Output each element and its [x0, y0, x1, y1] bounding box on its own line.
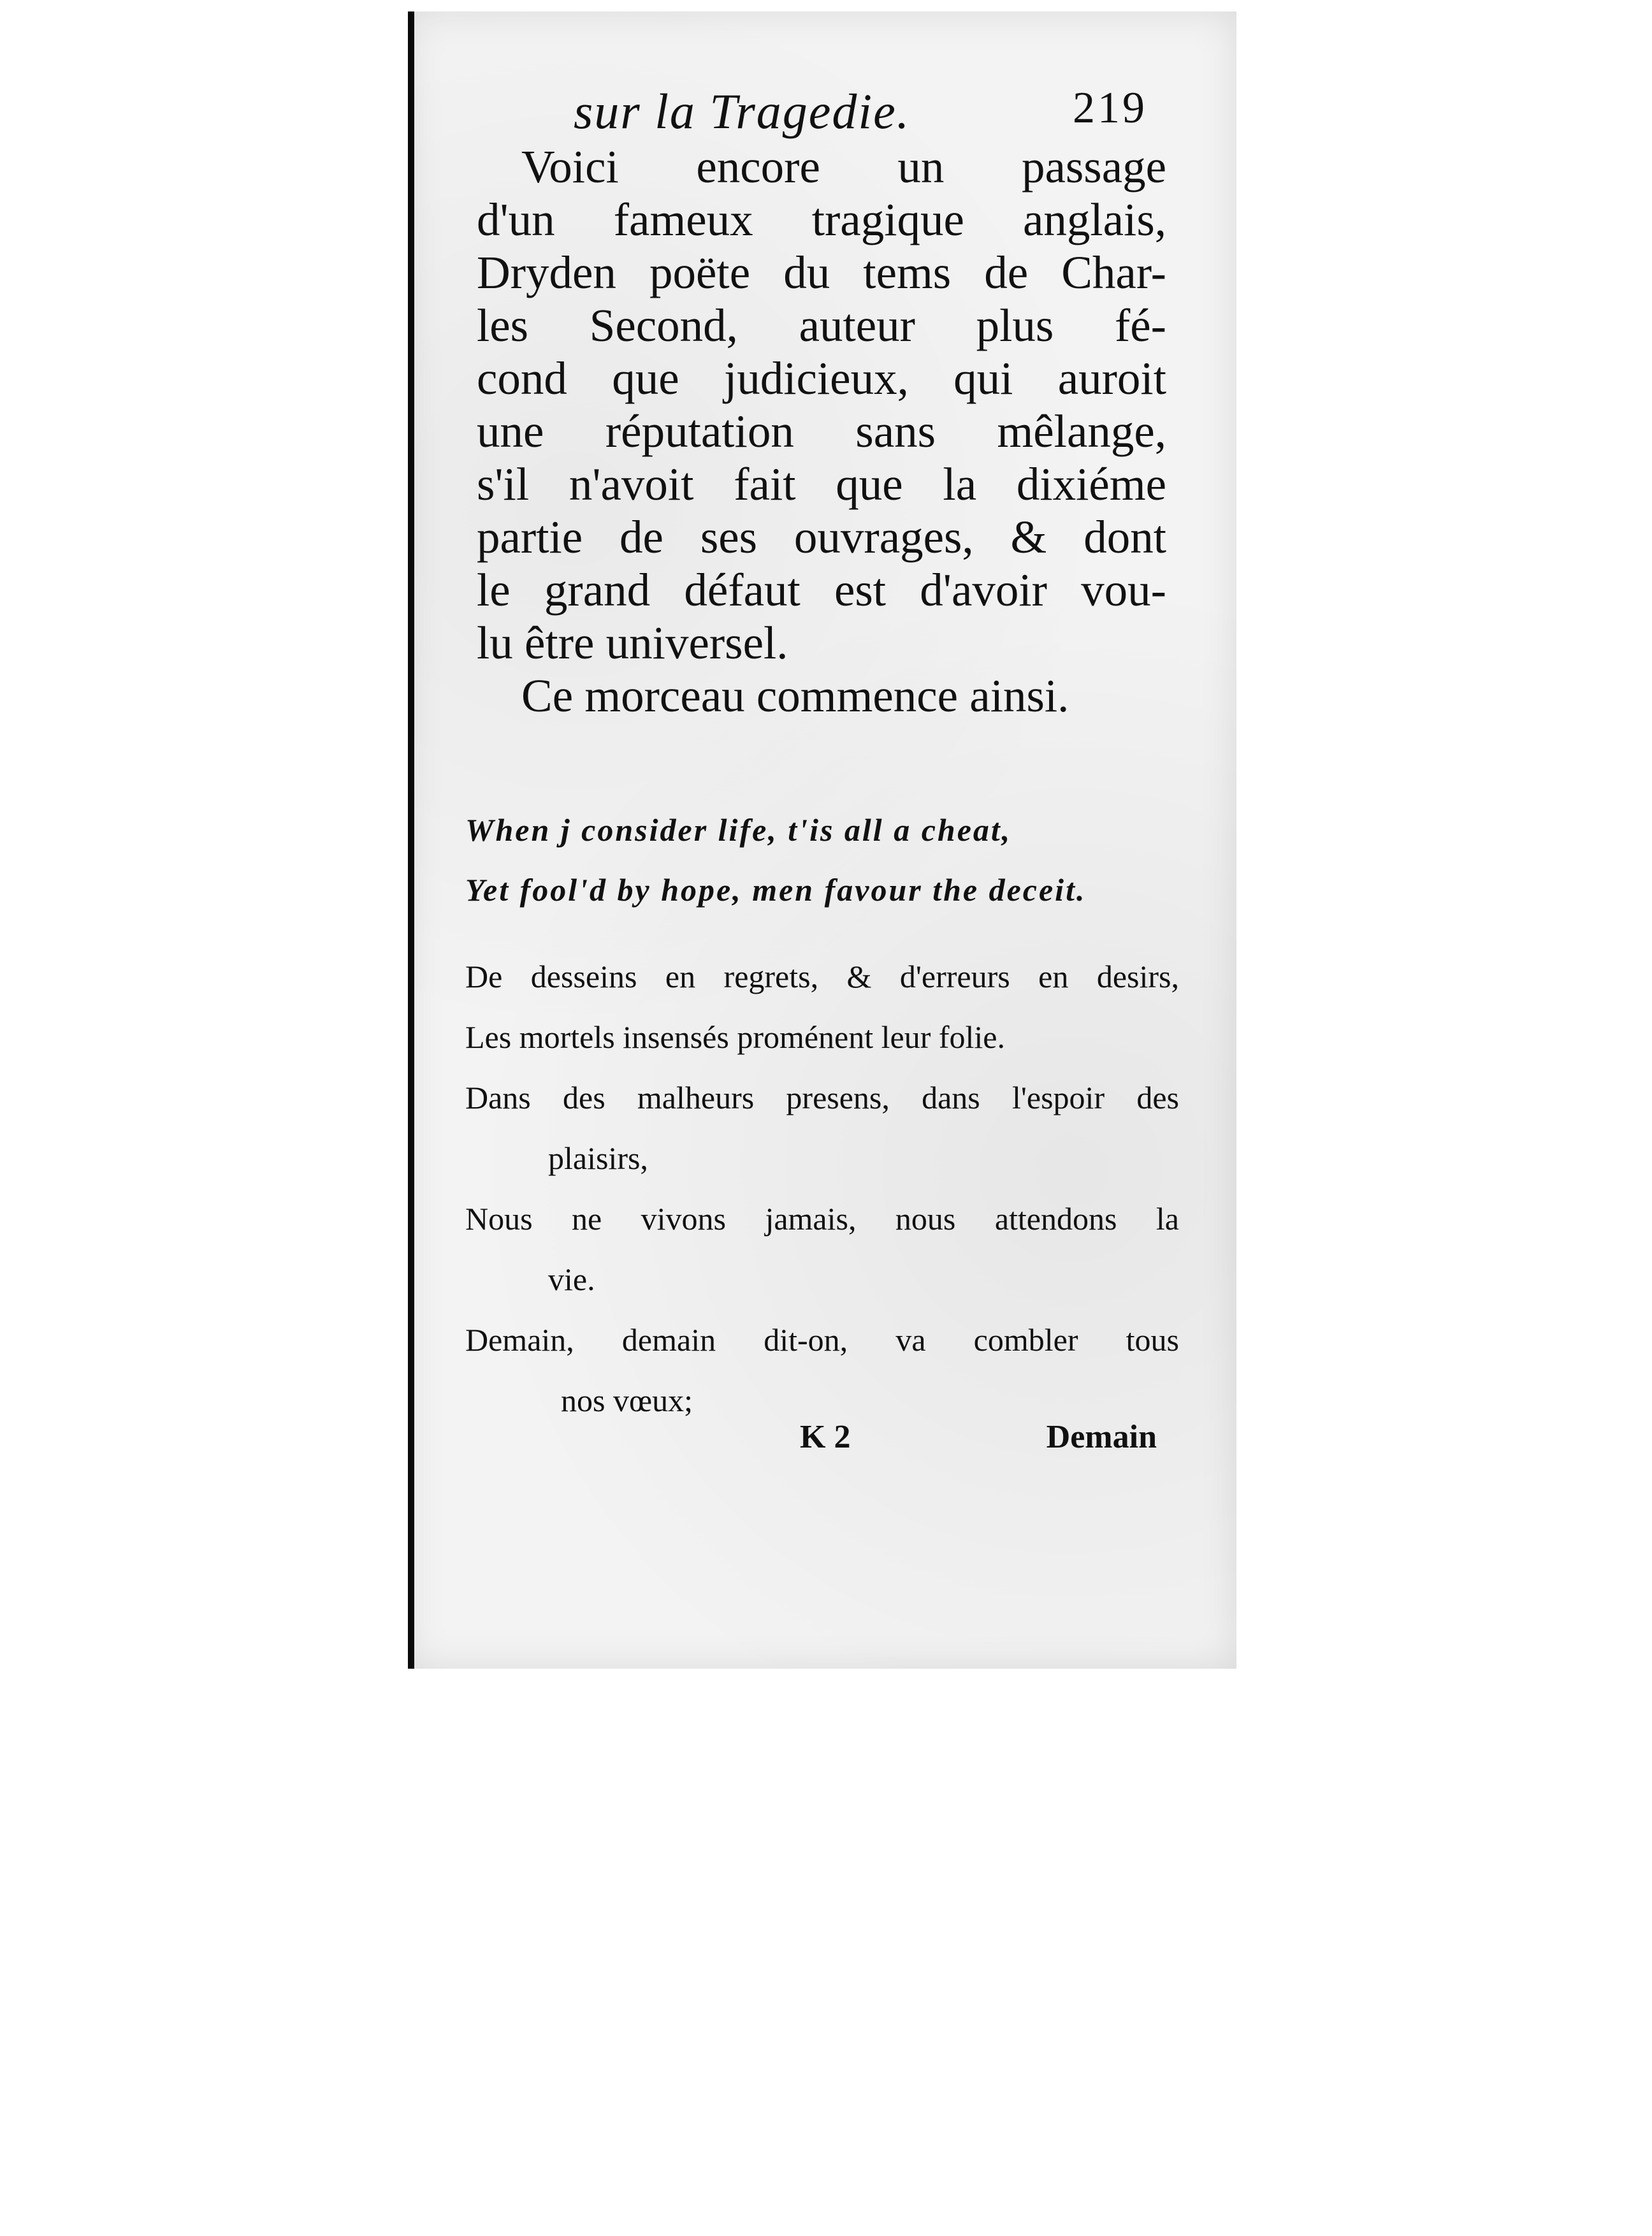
- text-line: le grand défaut est d'avoir vou-: [477, 564, 1166, 616]
- catchword: Demain: [1046, 1419, 1157, 1455]
- verse-line: Dans des malheurs presens, dans l'espoir des: [465, 1080, 1179, 1115]
- text-line: lu être universel.: [477, 617, 788, 669]
- text-line: partie de ses ouvrages, & dont: [477, 511, 1166, 563]
- binding-edge: [408, 11, 414, 1669]
- running-title: sur la Tragedie.: [574, 83, 911, 139]
- text-line: Ce morceau commence ainsi.: [521, 670, 1069, 722]
- text-line: d'un fameux tragique anglais,: [477, 194, 1166, 245]
- prose-paragraphs: [477, 140, 1166, 722]
- signature-mark: K 2: [800, 1419, 851, 1455]
- page-footer: [800, 1418, 1157, 1476]
- text-line: les Second, auteur plus fé-: [477, 300, 1166, 351]
- english-verse-quote: [465, 800, 1166, 920]
- verse-line: De desseins en regrets, & d'erreurs en desirs,: [465, 959, 1179, 994]
- page-number: 219: [1073, 83, 1147, 133]
- text-line: une réputation sans mêlange,: [477, 405, 1166, 457]
- verse-line-continuation: vie.: [548, 1261, 595, 1297]
- text-line: Voici encore un passage: [521, 141, 1166, 192]
- verse-line: Demain, demain dit-on, va combler tous: [465, 1322, 1179, 1358]
- text-line: Dryden poëte du tems de Char-: [477, 247, 1166, 298]
- french-verse-translation: [465, 947, 1179, 1431]
- verse-line: Nous ne vivons jamais, nous attendons la: [465, 1201, 1179, 1237]
- verse-line: Les mortels insensés proménent leur folie.: [465, 1019, 1005, 1055]
- text-line: cond que judicieux, qui auroit: [477, 352, 1166, 404]
- text-line: s'il n'avoit fait que la dixiéme: [477, 458, 1166, 510]
- verse-line: Yet fool'd by hope, men favour the deceit.: [465, 872, 1087, 908]
- verse-line-continuation: nos vœux;: [561, 1383, 693, 1418]
- verse-line-continuation: plaisirs,: [548, 1140, 648, 1176]
- verse-line: When j consider life, t'is all a cheat,: [465, 812, 1012, 848]
